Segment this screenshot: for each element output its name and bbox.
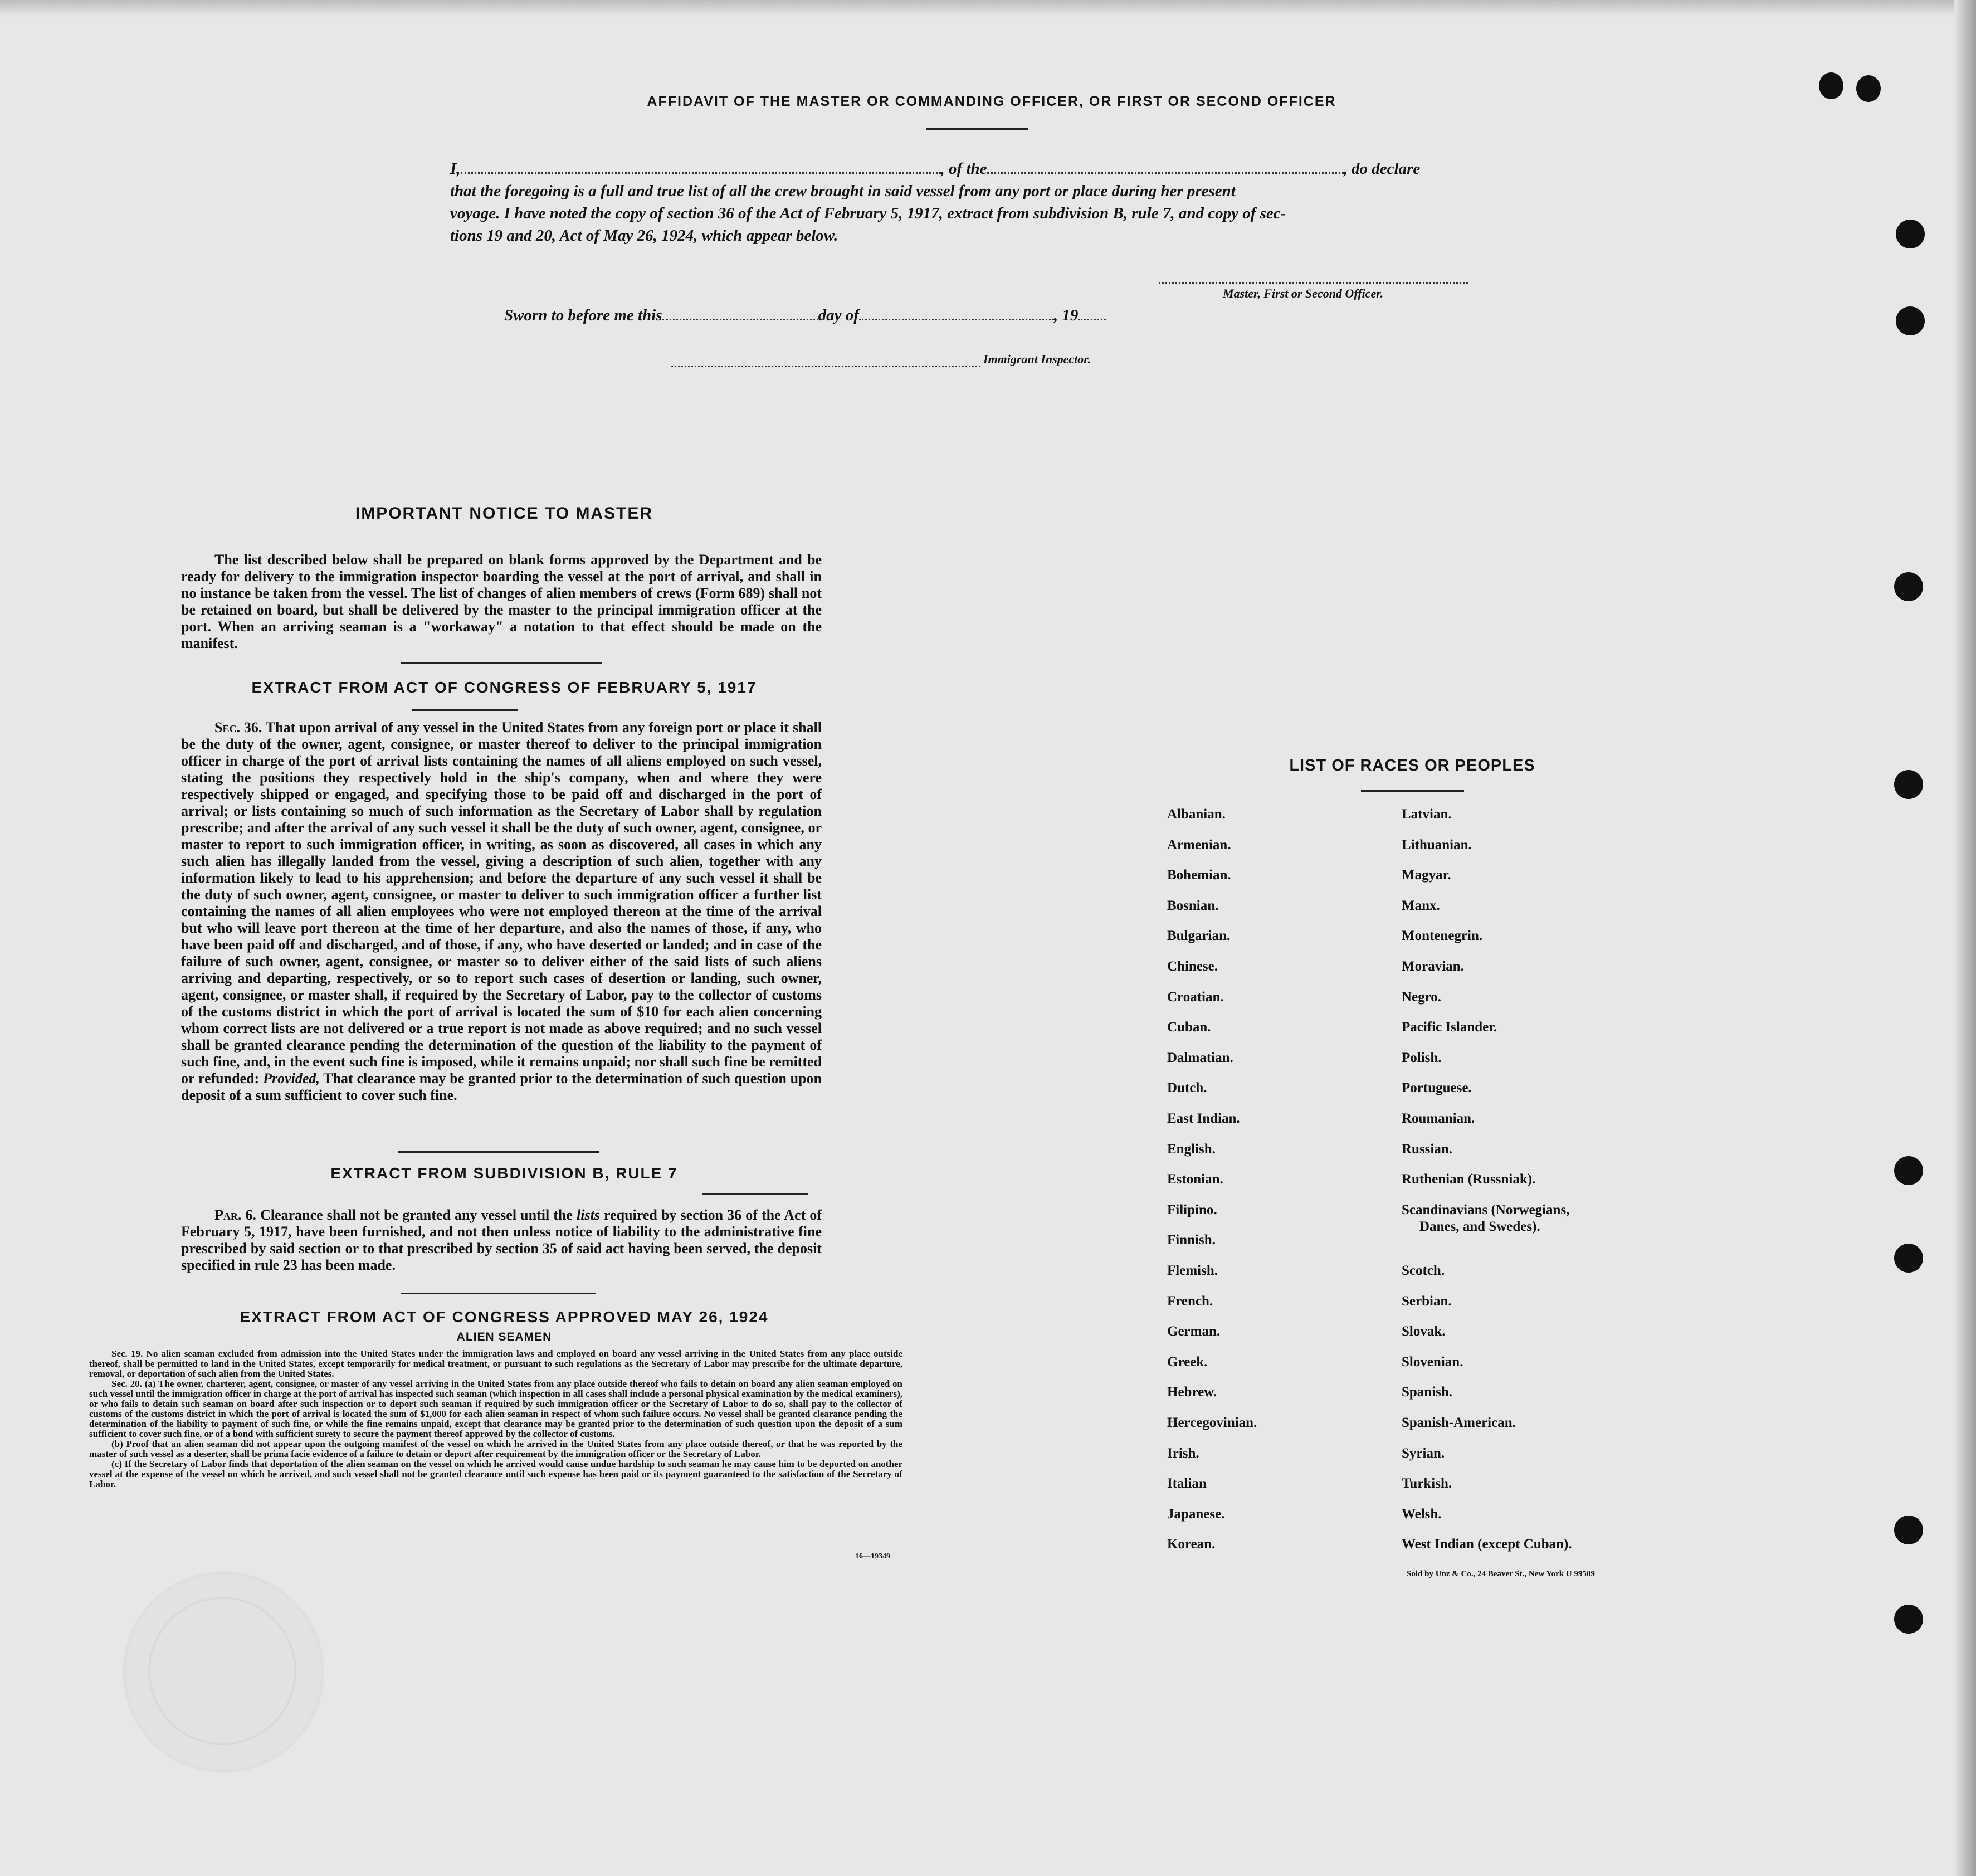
race-item: Croatian. — [1167, 989, 1224, 1005]
race-item: Lithuanian. — [1402, 837, 1472, 852]
race-item: Italian — [1167, 1476, 1207, 1492]
provided-word: Provided, — [263, 1070, 320, 1086]
name-field[interactable] — [461, 159, 941, 174]
par-6-text-a: Clearance shall not be granted any vessel until the — [260, 1207, 573, 1223]
section-divider — [398, 1151, 599, 1153]
vessel-field[interactable] — [987, 159, 1344, 174]
sworn-month-field[interactable] — [859, 305, 1054, 320]
binder-hole — [1894, 1156, 1923, 1185]
race-item: Bohemian. — [1167, 868, 1231, 883]
race-item: West Indian (except Cuban). — [1402, 1537, 1572, 1552]
race-item: German. — [1167, 1324, 1221, 1339]
affidavit-declaration — [450, 158, 1500, 247]
race-item: Roumanian. — [1402, 1111, 1475, 1126]
sec-19-text: Sec. 19. No alien seaman excluded from admission into the United States under the immigration laws and employed on board any vessel arriving in the United States from any place outside thereof, shall be permitted to land in the United States, except temporarily for medical treatment, or pursuant to such regulations as the Secretary of Labor may prescribe for the ultimate departure, removal, or deportation of such alien from the United States. — [89, 1348, 902, 1379]
extract-1917-title: EXTRACT FROM ACT OF CONGRESS OF FEBRUARY 5, 1917 — [251, 679, 757, 696]
race-item: Danes, and Swedes). — [1419, 1219, 1540, 1234]
notice-text: The list described below shall be prepared on blank forms approved by the Department and be ready for delivery to the immigration inspector boarding the vessel at the port of arrival, and shall in no instance be taken from the vessel. The list of changes of alien members of crews (Form 689) shall not be retained on board, but shall be delivered by the master to the principal immigration officer at the port. When an arriving seaman is a "workaway" a notation to that effect should be made on the manifest. — [181, 552, 822, 651]
section-divider — [401, 662, 602, 664]
race-item: Spanish-American. — [1402, 1415, 1516, 1430]
scan-right-edge — [1954, 0, 1976, 1876]
declaration-line-4: tions 19 and 20, Act of May 26, 1924, which appear below. — [450, 227, 838, 245]
race-item: Dalmatian. — [1167, 1050, 1233, 1065]
extract-rule7-text — [181, 1207, 822, 1274]
race-item: Welsh. — [1402, 1506, 1442, 1522]
race-item: Slovak. — [1402, 1324, 1446, 1339]
sworn-day-of: day of — [818, 306, 859, 324]
master-signature-line[interactable] — [1159, 269, 1468, 284]
race-item: Scotch. — [1402, 1263, 1445, 1278]
race-item: Bulgarian. — [1167, 928, 1231, 944]
sec-36-label: Sec. 36. — [214, 719, 262, 735]
embossed-seal — [123, 1571, 324, 1773]
sworn-day-field[interactable] — [662, 305, 818, 320]
binder-hole — [1894, 770, 1923, 799]
races-title-divider — [1361, 790, 1464, 792]
sec-20b-text: (b) Proof that an alien seaman did not appear upon the outgoing manifest of the vessel on which he arrived in the United States from any place outside thereof, or that he was reported by the master of such vessel as a deserter, shall be prima facie evidence of a failure to detain or deport after requirement by the immigration officer or the Secretary of Labor. — [89, 1439, 902, 1459]
extract-1924-text — [89, 1349, 902, 1489]
race-item: Irish. — [1167, 1445, 1199, 1461]
race-item: Filipino. — [1167, 1202, 1217, 1217]
race-item: Hebrew. — [1167, 1385, 1217, 1400]
declaration-line-1 — [450, 158, 1500, 180]
par-6-label: Par. 6. — [214, 1207, 256, 1223]
title-divider — [926, 128, 1028, 130]
extract-1924-title: EXTRACT FROM ACT OF CONGRESS APPROVED MAY 26, 1924 — [240, 1308, 769, 1326]
race-item: Finnish. — [1167, 1232, 1216, 1248]
races-title: LIST OF RACES OR PEOPLES — [1289, 757, 1535, 774]
sworn-year: , 19 — [1053, 306, 1079, 324]
sec-36-text-end: That clearance may be granted prior to the determination of such question upon deposit of a sum sufficient to cover such fine. — [181, 1070, 822, 1103]
race-item: Korean. — [1167, 1537, 1216, 1552]
extract-rule7-title: EXTRACT FROM SUBDIVISION B, RULE 7 — [330, 1164, 678, 1182]
race-item: Greek. — [1167, 1354, 1208, 1370]
race-item: Turkish. — [1402, 1476, 1452, 1492]
declaration-line-3: voyage. I have noted the copy of section 36 of the Act of February 5, 1917, extract from subdivision B, rule 7, and copy of sec- — [450, 204, 1286, 222]
race-item: Syrian. — [1402, 1445, 1445, 1461]
race-item: Bosnian. — [1167, 898, 1219, 913]
race-item: English. — [1167, 1141, 1216, 1157]
inspector-label: Immigrant Inspector. — [983, 352, 1091, 366]
declaration-i: I, — [450, 160, 461, 178]
race-item: Manx. — [1402, 898, 1440, 913]
publisher-line: Sold by Unz & Co., 24 Beaver St., New York U 99509 — [1407, 1570, 1595, 1578]
race-item: Spanish. — [1402, 1385, 1453, 1400]
par-6-text-b: required by section 36 of the Act of February 5, 1917, have been furnished, and not then unless notice of liability to the administrative fine prescribed by said section or to that prescribed by section 35 of said act having been served, the deposit specified in rule 23 has been made. — [181, 1207, 822, 1273]
race-item: Montenegrin. — [1402, 928, 1483, 944]
notice-title: IMPORTANT NOTICE TO MASTER — [355, 504, 653, 523]
race-item: Pacific Islander. — [1402, 1020, 1497, 1035]
sec-36-text: That upon arrival of any vessel in the United States from any foreign port or place it shall be the duty of the owner, agent, consignee, or master thereof to deliver to the principal immigration officer in charge of the port of arrival lists containing the names of all aliens employed on such vessel, stating the positions they respectively hold in the ship's company, when and where they were respectively shipped or engaged, and specifying those to be paid off and discharged in the port of arrival; or lists containing so much of such information as the Secretary of Labor shall by regulation prescribe; and after the arrival of any such vessel it shall be the duty of such owner, agent, consignee, or master to report to such immigration officer, in writing, as soon as discovered, all cases in which any such alien has illegally landed from the vessel, giving a description of such alien, together with any information likely to lead to his apprehension; and before the departure of any such vessel it shall be the duty of such owner, agent, consignee, or master to deliver to such immigration officer a further list containing the names of all alien employees who were not employed thereon at the time of the arrival but who will leave port thereon at the time of her departure, and also the names of those, if any, who have been paid off and discharged, and of those, if any, who have deserted or landed; and in case of the failure of such owner, agent, consignee, or master so to deliver either of the said lists of such aliens arriving and departing, respectively, or so to report such cases of desertion or landing, such owner, agent, consignee, or master shall, if required by the Secretary of Labor, pay to the collector of customs of the customs district in which the port of arrival is located the sum of $10 for each alien concerning whom correct lists are not delivered or a true report is not made as above required; and no such vessel shall be granted clearance pending the determination of the question of the liability to the payment of such fine, and, in the event such fine is imposed, while it remains unpaid; nor shall such fine be remitted or refunded: — [181, 719, 822, 1086]
race-item: Scandinavians (Norwegians, — [1402, 1202, 1570, 1217]
section-divider — [412, 709, 518, 711]
race-item: Hercegovinian. — [1167, 1415, 1257, 1430]
binder-hole — [1856, 75, 1881, 102]
section-divider — [401, 1293, 596, 1294]
race-item: Moravian. — [1402, 959, 1464, 974]
affidavit-title: AFFIDAVIT OF THE MASTER OR COMMANDING OFFICER, OR FIRST OR SECOND OFFICER — [647, 94, 1336, 109]
race-item: Magyar. — [1402, 868, 1451, 883]
form-number: 16—19349 — [855, 1552, 890, 1561]
binder-hole — [1894, 1605, 1923, 1634]
race-item: French. — [1167, 1293, 1213, 1309]
race-item: East Indian. — [1167, 1111, 1240, 1126]
master-signature-label: Master, First or Second Officer. — [1223, 286, 1384, 300]
race-item: Armenian. — [1167, 837, 1231, 852]
race-item: Slovenian. — [1402, 1354, 1463, 1370]
race-item: Polish. — [1402, 1050, 1442, 1065]
declaration-declare: , do declare — [1343, 160, 1421, 178]
race-item: Latvian. — [1402, 807, 1452, 822]
race-item: Flemish. — [1167, 1263, 1218, 1278]
alien-seamen-subtitle: ALIEN SEAMEN — [456, 1331, 552, 1343]
binder-hole — [1894, 1516, 1923, 1544]
race-item: Portuguese. — [1402, 1080, 1472, 1096]
sworn-year-field[interactable] — [1078, 305, 1106, 320]
race-item: Russian. — [1402, 1141, 1453, 1157]
sworn-line — [504, 305, 1106, 325]
binder-hole — [1896, 220, 1925, 248]
section-divider — [702, 1193, 808, 1195]
race-item: Dutch. — [1167, 1080, 1207, 1096]
race-item: Albanian. — [1167, 807, 1226, 822]
race-item: Ruthenian (Russniak). — [1402, 1172, 1536, 1187]
scan-top-edge — [0, 0, 1976, 17]
extract-1917-text — [181, 719, 822, 1104]
race-item: Serbian. — [1402, 1293, 1452, 1309]
binder-hole — [1894, 1244, 1923, 1273]
lists-word: lists — [577, 1207, 600, 1223]
declaration-of-the: , of the — [940, 160, 987, 178]
sec-20c-text: (c) If the Secretary of Labor finds that deportation of the alien seaman on the vessel on which he arrived would cause undue hardship to such seaman he may cause him to be deported on another vessel at the expense of the vessel on which he arrived, and such vessel shall not be granted clearance until such expense has been paid or its payment guaranteed to the satisfaction of the Secretary of Labor. — [89, 1459, 902, 1489]
binder-hole — [1894, 572, 1923, 601]
sec-20a-text: Sec. 20. (a) The owner, charterer, agent, consignee, or master of any vessel arriving in the United States from any place outside thereof who fails to detain on board any alien seaman employed on such vessel until the immigration officer in charge at the port of arrival has inspected such seaman (which inspection in all cases shall include a personal physical examination by the medical examiners), or who fails to detain such seaman on board after such inspection or to deport such seaman if required by such immigration officer or the Secretary of Labor to do so, shall pay to the collector of customs of the customs district in which the port of arrival is located the sum of $1,000 for each alien seaman in respect of whom such failure occurs. No vessel shall be granted clearance pending the determination of the liability to payment of such fine, or while the fine remains unpaid, except that clearance may be granted prior to the determination of such question upon the deposit of a sum sufficient to cover such fine, or of a bond with sufficient surety to secure the payment thereof approved by the collector of customs. — [89, 1378, 902, 1439]
inspector-signature-line[interactable] — [671, 352, 980, 367]
race-item: Cuban. — [1167, 1020, 1211, 1035]
race-item: Negro. — [1402, 989, 1442, 1005]
race-item: Estonian. — [1167, 1172, 1223, 1187]
binder-hole — [1896, 306, 1925, 335]
race-item: Chinese. — [1167, 959, 1218, 974]
binder-hole — [1819, 72, 1843, 99]
declaration-line-2: that the foregoing is a full and true list of all the crew brought in said vessel from any port or place during her present — [450, 182, 1236, 200]
race-item: Japanese. — [1167, 1506, 1225, 1522]
sworn-prefix: Sworn to before me this — [504, 306, 662, 324]
